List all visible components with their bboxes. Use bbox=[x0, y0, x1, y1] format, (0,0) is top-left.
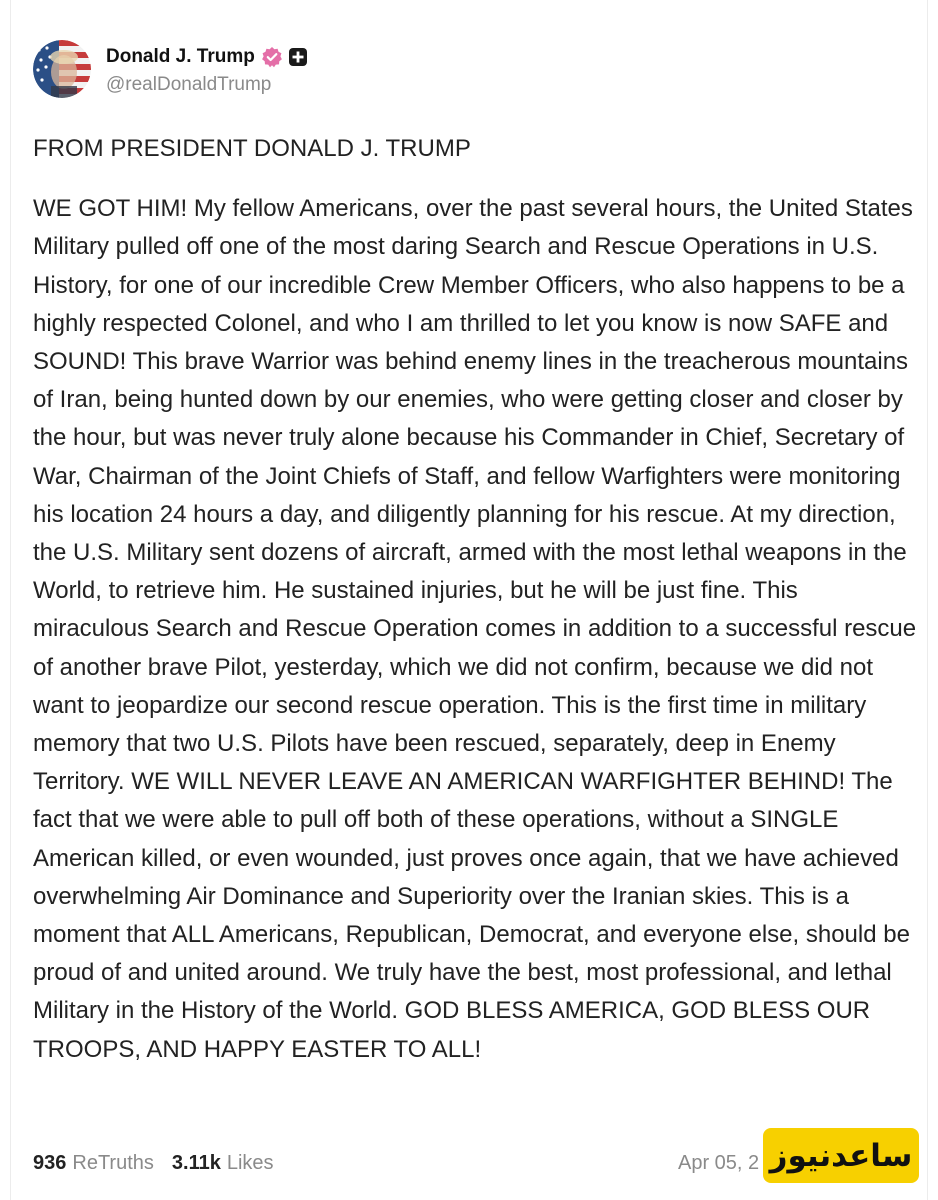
plus-square-icon[interactable] bbox=[288, 47, 308, 67]
user-handle[interactable]: @realDonaldTrump bbox=[106, 73, 272, 95]
name-row bbox=[106, 43, 308, 71]
post-content bbox=[33, 130, 918, 1069]
user-info bbox=[106, 43, 308, 96]
likes-stat[interactable] bbox=[172, 1152, 274, 1175]
display-name[interactable]: Donald J. Trump bbox=[106, 45, 255, 67]
post-timestamp[interactable]: Apr 05, 2 bbox=[678, 1152, 760, 1174]
retruths-stat[interactable] bbox=[33, 1152, 154, 1175]
likes-count: 3.11k bbox=[171, 1152, 221, 1174]
retruths-count: 936 bbox=[33, 1152, 67, 1174]
watermark-text: ساعدنیوز bbox=[769, 1137, 913, 1174]
post-title: FROM PRESIDENT DONALD J. TRUMP bbox=[33, 135, 471, 162]
likes-label: Likes bbox=[226, 1152, 274, 1174]
flag-portrait-avatar-icon bbox=[33, 40, 91, 98]
retruths-label: ReTruths bbox=[72, 1152, 154, 1174]
verified-badge-icon bbox=[261, 46, 283, 68]
post-card bbox=[10, 0, 928, 1200]
avatar[interactable] bbox=[33, 40, 91, 98]
watermark-logo bbox=[763, 1128, 919, 1183]
post-header bbox=[33, 40, 308, 98]
post-text: WE GOT HIM! My fellow Americans, over the past several hours, the United States Military pulled off one of the most daring Search and Rescue Operations in U.S. History, for one of our incredible Crew Member Officers, who also happens to be a highly respected Colonel, and who I am thrilled to let you know is now SAFE and SOUND! This brave Warrior was behind enemy lines in the treacherous mountains of Iran, being hunted down by our enemies, who were getting closer and closer by the hour, but was never truly alone because his Commander in Chief, Secretary of War, Chairman of the Joint Chiefs of Staff, and fellow Warfighters were monitoring his location 24 hours a day, and diligently planning for his rescue. At my direction, the U.S. Military sent dozens of aircraft, armed with the most lethal weapons in the World, to retrieve him. He sustained injuries, but he will be just fine. This miraculous Search and Rescue Operation comes in addition to a successful rescue of another brave Pilot, yesterday, which we did not confirm, because we did not want to jeopardize our second rescue operation. This is the first time in military memory that two U.S. Pilots have been rescued, separately, deep in Enemy Territory. WE WILL NEVER LEAVE AN AMERICAN WARFIGHTER BEHIND! The fact that we were able to pull off both of these operations, without a SINGLE American killed, or even wounded, just proves once again, that we have achieved overwhelming Air Dominance and Superiority over the Iranian skies. This is a moment that ALL Americans, Republican, Democrat, and everyone else, should be proud of and united around. We truly have the best, most professional, and lethal Military in the History of the World. GOD BLESS AMERICA, GOD BLESS OUR TROOPS, AND HAPPY EASTER TO ALL! bbox=[33, 195, 917, 1063]
